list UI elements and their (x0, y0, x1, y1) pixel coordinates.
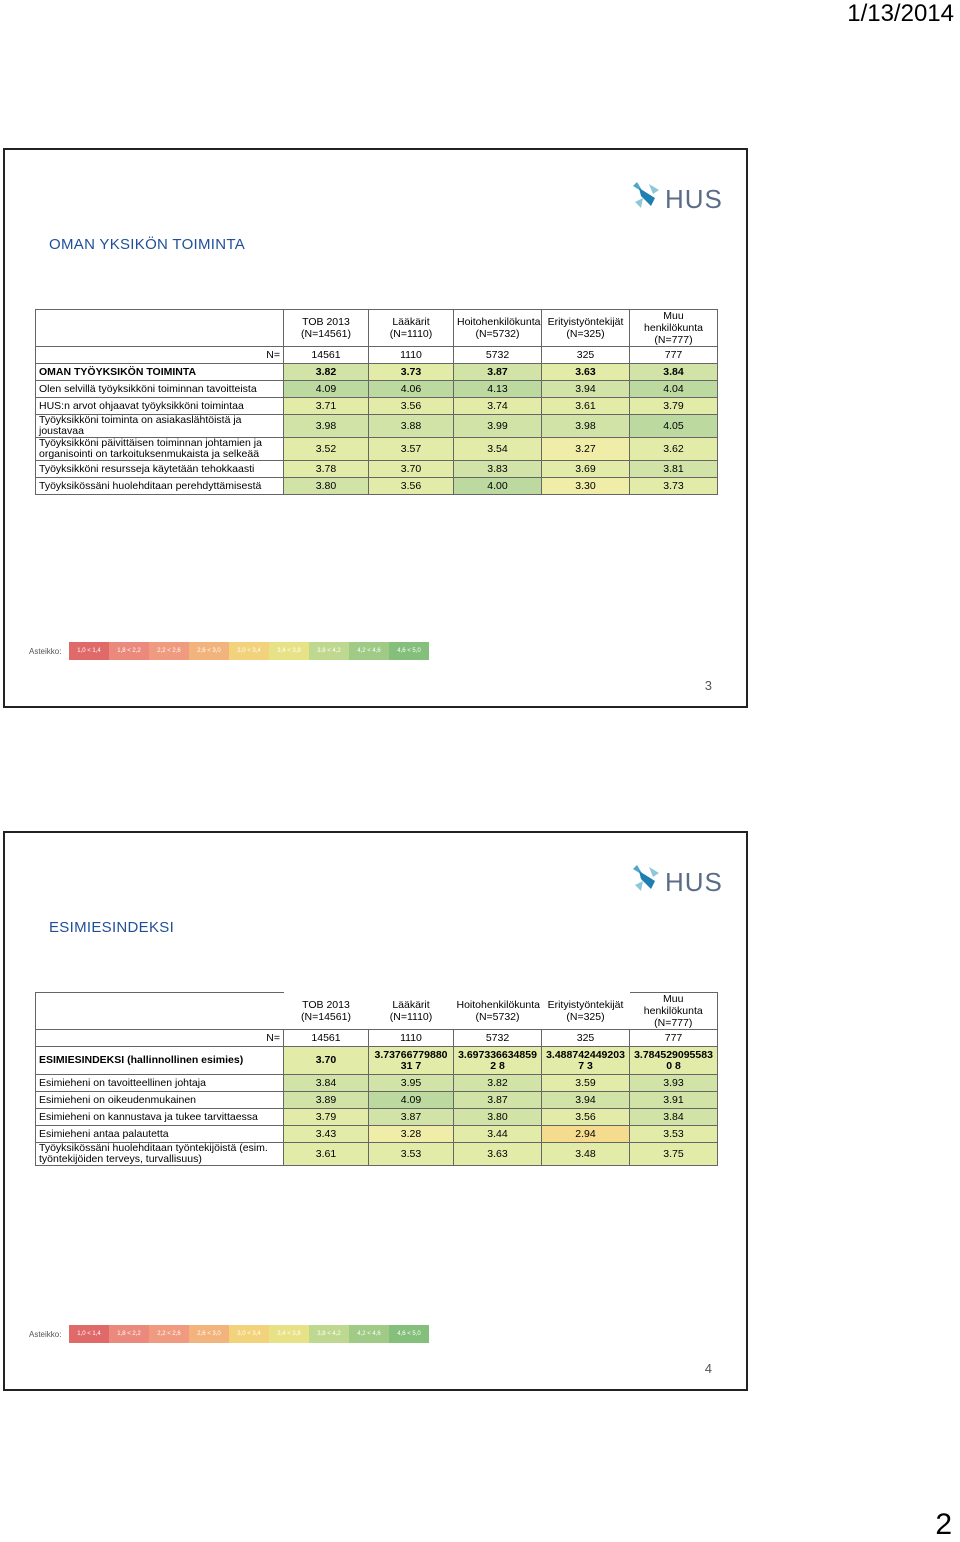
table-row: Esimieheni on tavoitteellinen johtaja 3.84 3.95 3.82 3.59 3.93 (36, 1075, 718, 1092)
scale-bin: 1,0 < 1,4 (69, 1325, 109, 1343)
scale-bin: 1,8 < 2,2 (109, 1325, 149, 1343)
header-row (36, 310, 718, 347)
col-header-tob: TOB 2013 (N=14561) (284, 310, 369, 347)
table-row: OMAN TYÖYKSIKÖN TOIMINTA 3.82 3.73 3.87 3.63 3.84 (36, 364, 718, 381)
scale-bin: 3,8 < 4,2 (309, 642, 349, 660)
col-header-muu: Muu henkilökunta (N=777) (630, 993, 718, 1030)
hus-logo (629, 176, 721, 216)
table-row: ESIMIESINDEKSI (hallinnollinen esimies) 3.70 3.7376677988031 7 3.6973366348592 8 3.4887424492037 3 3.7845290955830 8 (36, 1047, 718, 1075)
scale-bin: 2,2 < 2,6 (149, 642, 189, 660)
slide-number: 4 (704, 1361, 712, 1376)
n-row: N= 14561 1110 5732 325 777 (36, 1030, 718, 1047)
col-header-erityis: Erityistyöntekijät (N=325) (547, 998, 624, 1023)
table-row: Olen selvillä työyksikköni toiminnan tavoitteista 4.09 4.06 4.13 3.94 4.04 (36, 381, 718, 398)
col-header-laakarit: Lääkärit (N=1110) (369, 310, 454, 347)
scale-bin: 4,6 < 5,0 (389, 1325, 429, 1343)
scale-bin: 2,6 < 3,0 (189, 1325, 229, 1343)
col-header-muu: Muu henkilökunta (N=777) (630, 310, 718, 347)
table-row: HUS:n arvot ohjaavat työyksikköni toimintaa 3.71 3.56 3.74 3.61 3.79 (36, 398, 718, 415)
scale-label: Asteikko: (29, 1329, 62, 1339)
col-header-erityis: Erityistyöntekijät (N=325) (542, 310, 630, 347)
scale-bin: 4,2 < 4,6 (349, 642, 389, 660)
table-row: Työyksikköni päivittäisen toiminnan johtamien ja organisointi on tarkoituksenmukaista ja selkeää 3.52 3.57 3.54 3.27 3.62 (36, 438, 718, 461)
hus-cross-icon (629, 178, 665, 212)
slide-title: OMAN YKSIKÖN TOIMINTA (49, 236, 246, 253)
logo-text: HUS (665, 184, 723, 214)
slide-title: ESIMIESINDEKSI (49, 919, 175, 936)
header-row (36, 993, 718, 1030)
table-row: Työyksikössäni huolehditaan työntekijöistä (esim. työntekijöiden terveys, turvallisuus) 3.61 3.53 3.63 3.48 3.75 (36, 1143, 718, 1166)
page-number: 2 (935, 1508, 952, 1541)
scale-bin: 4,6 < 5,0 (389, 642, 429, 660)
scale-bin: 3,0 < 3,4 (229, 642, 269, 660)
results-table (35, 309, 718, 495)
results-table (35, 992, 718, 1166)
col-header-hoito: Hoitohenkilökunta (N=5732) (454, 310, 542, 347)
scale-label: Asteikko: (29, 646, 62, 656)
table-row: Työyksikköni resursseja käytetään tehokkaasti 3.78 3.70 3.83 3.69 3.81 (36, 461, 718, 478)
scale-bin: 3,4 < 3,8 (269, 1325, 309, 1343)
col-header-laakarit: Lääkärit (N=1110) (389, 998, 433, 1023)
color-scale-legend (29, 641, 429, 661)
table-row: Työyksikköni toiminta on asiakaslähtöistä ja joustavaa 3.98 3.88 3.99 3.98 4.05 (36, 415, 718, 438)
scale-bin: 1,8 < 2,2 (109, 642, 149, 660)
logo-text: HUS (665, 867, 723, 897)
scale-bin: 2,6 < 3,0 (189, 642, 229, 660)
color-scale-legend (29, 1324, 429, 1344)
col-header-hoito: Hoitohenkilökunta (N=5732) (456, 998, 540, 1023)
scale-bin: 3,4 < 3,8 (269, 642, 309, 660)
slide-esimiesindeksi (3, 831, 748, 1391)
slide-number: 3 (704, 678, 712, 693)
page-date: 1/13/2014 (847, 0, 954, 27)
hus-cross-icon (629, 861, 665, 895)
n-row: N= 14561 1110 5732 325 777 (36, 347, 718, 364)
scale-bin: 1,0 < 1,4 (69, 642, 109, 660)
hus-logo (629, 859, 721, 899)
slide-oman-yksikon-toiminta (3, 148, 748, 708)
table-row: Esimieheni on oikeudenmukainen 3.89 4.09 3.87 3.94 3.91 (36, 1092, 718, 1109)
table-row: Esimieheni antaa palautetta 3.43 3.28 3.44 2.94 3.53 (36, 1126, 718, 1143)
scale-bin: 2,2 < 2,6 (149, 1325, 189, 1343)
scale-bin: 4,2 < 4,6 (349, 1325, 389, 1343)
scale-bin: 3,8 < 4,2 (309, 1325, 349, 1343)
table-row: Työyksikössäni huolehditaan perehdyttämisestä 3.80 3.56 4.00 3.30 3.73 (36, 478, 718, 495)
col-header-tob: TOB 2013 (N=14561) (301, 998, 351, 1023)
scale-bin: 3,0 < 3,4 (229, 1325, 269, 1343)
table-row: Esimieheni on kannustava ja tukee tarvittaessa 3.79 3.87 3.80 3.56 3.84 (36, 1109, 718, 1126)
